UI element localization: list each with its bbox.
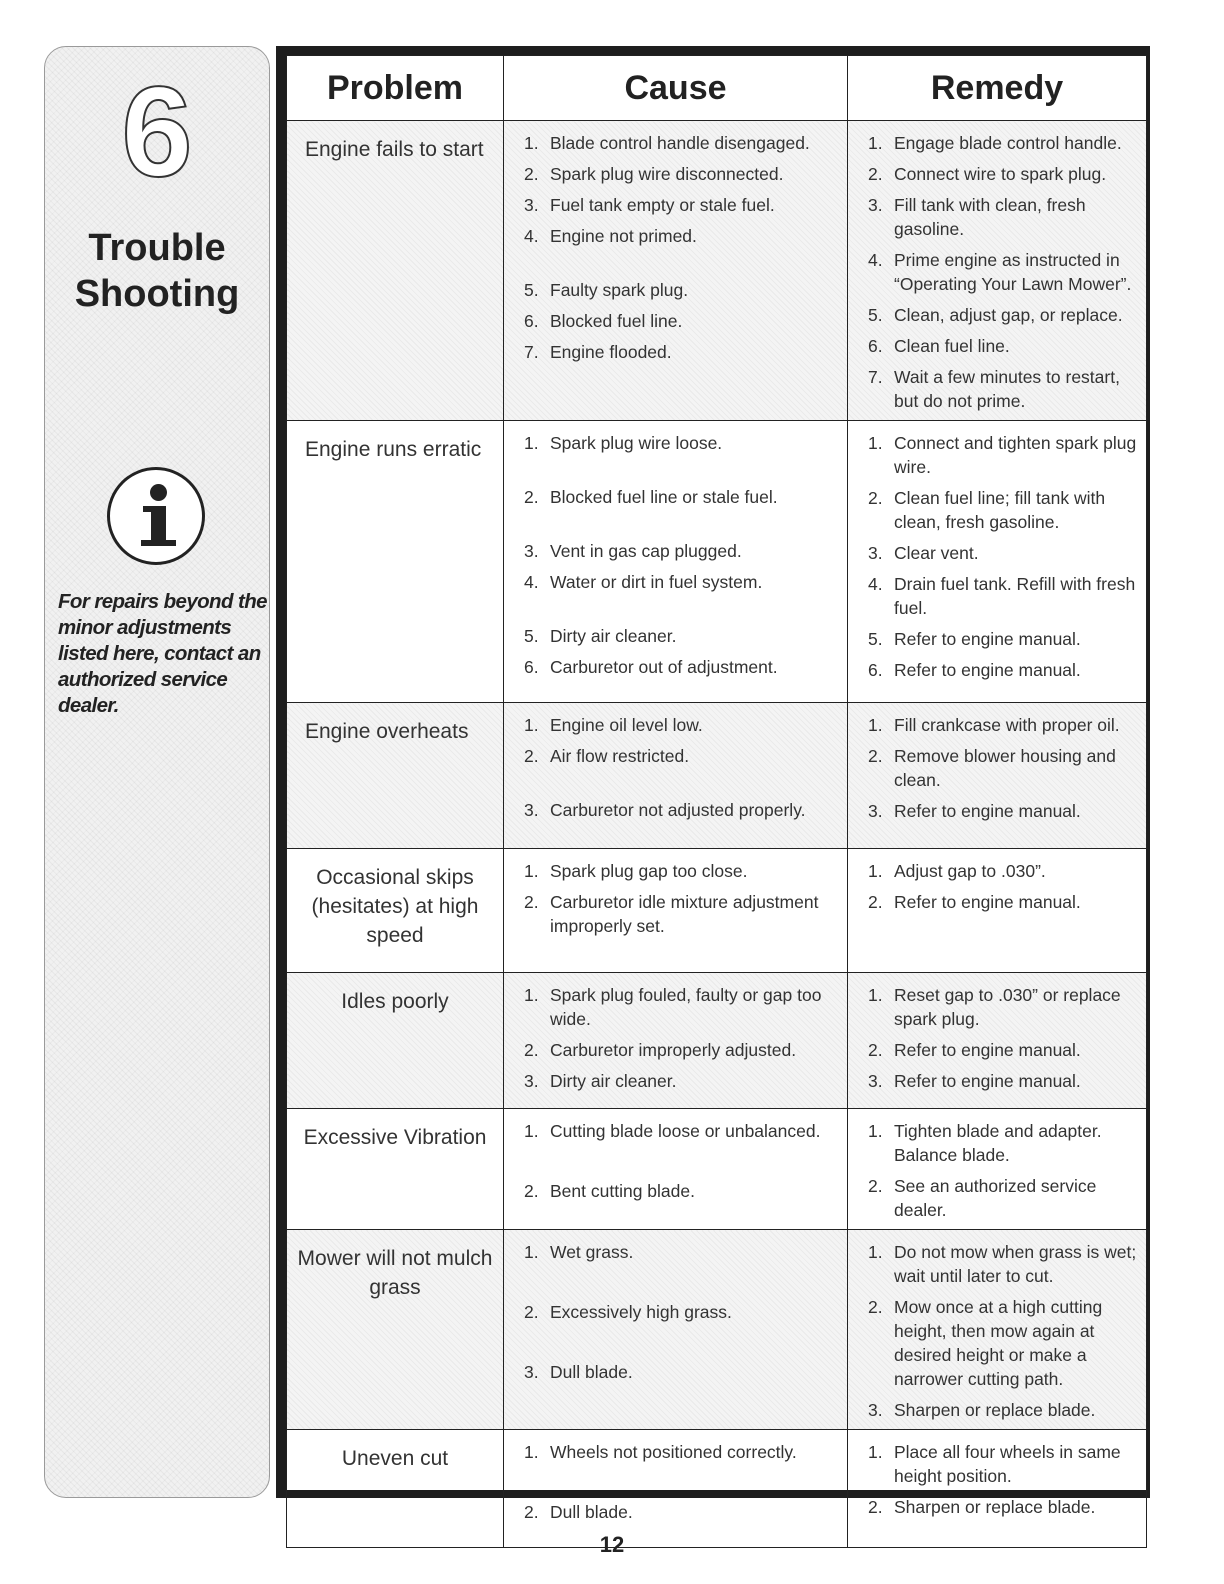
item-number: 1. <box>524 1121 539 1141</box>
remedy-item <box>868 1495 1142 1519</box>
item-number: 4. <box>524 572 539 592</box>
table-row <box>287 421 1147 703</box>
section-sidebar <box>44 46 270 1498</box>
table-row <box>287 973 1147 1109</box>
item-text: Clear vent. <box>894 543 979 563</box>
section-title <box>45 225 269 317</box>
table-row <box>287 1109 1147 1230</box>
cause-item <box>524 193 843 217</box>
item-number: 1. <box>868 433 883 453</box>
remedy-item <box>868 890 1142 914</box>
remedy-item <box>868 248 1142 296</box>
item-number: 2. <box>868 1297 883 1317</box>
item-number: 1. <box>868 985 883 1005</box>
item-number: 6. <box>524 311 539 331</box>
remedy-item <box>868 334 1142 358</box>
item-text: Vent in gas cap plugged. <box>550 541 742 561</box>
item-number: 4. <box>868 250 883 270</box>
item-text: Carburetor idle mixture adjustment improperly set. <box>550 892 819 936</box>
item-text: Connect wire to spark plug. <box>894 164 1107 184</box>
problem-cell: Engine overheats <box>287 703 504 849</box>
cause-item <box>524 1240 843 1264</box>
item-text: Refer to engine manual. <box>894 629 1081 649</box>
remedy-item <box>868 365 1142 413</box>
item-number: 2. <box>524 1502 539 1522</box>
remedy-item <box>868 1440 1142 1488</box>
item-number: 5. <box>868 305 883 325</box>
item-text: Place all four wheels in same height position. <box>894 1442 1121 1486</box>
item-number: 6. <box>868 660 883 680</box>
header-cause: Cause <box>504 56 848 121</box>
item-text: Reset gap to .030” or replace spark plug. <box>894 985 1121 1029</box>
cause-item <box>524 890 843 938</box>
remedy-cell <box>848 1109 1147 1230</box>
cause-item <box>524 713 843 737</box>
item-number: 2. <box>524 1302 539 1322</box>
remedy-item <box>868 193 1142 241</box>
cause-item <box>524 309 843 333</box>
cause-item <box>524 224 843 248</box>
item-number: 3. <box>868 195 883 215</box>
remedy-item <box>868 431 1142 479</box>
cause-item <box>524 1069 843 1093</box>
problem-cell: Mower will not mulch grass <box>287 1230 504 1430</box>
table-row <box>287 703 1147 849</box>
remedy-item <box>868 658 1142 682</box>
remedy-item <box>868 983 1142 1031</box>
item-text: Blocked fuel line or stale fuel. <box>550 487 778 507</box>
item-number: 3. <box>868 1071 883 1091</box>
item-text: Faulty spark plug. <box>550 280 689 300</box>
item-number: 2. <box>868 164 883 184</box>
remedy-item <box>868 744 1142 792</box>
remedy-cell <box>848 973 1147 1109</box>
cause-item <box>524 1360 843 1384</box>
cause-item <box>524 744 843 768</box>
section-title-line2: Shooting <box>74 273 240 315</box>
header-remedy: Remedy <box>848 56 1147 121</box>
item-text: Engine not primed. <box>550 226 697 246</box>
item-number: 2. <box>868 1497 883 1517</box>
remedy-item <box>868 131 1142 155</box>
item-text: Fuel tank empty or stale fuel. <box>550 195 775 215</box>
item-number: 5. <box>524 626 539 646</box>
item-number: 2. <box>868 746 883 766</box>
item-text: Sharpen or replace blade. <box>894 1400 1096 1420</box>
cause-item <box>524 1119 843 1143</box>
item-number: 3. <box>524 1071 539 1091</box>
item-number: 1. <box>868 715 883 735</box>
cause-item <box>524 859 843 883</box>
troubleshooting-table <box>286 55 1147 1548</box>
item-text: Clean, adjust gap, or replace. <box>894 305 1123 325</box>
item-number: 7. <box>524 342 539 362</box>
remedy-cell <box>848 1430 1147 1548</box>
item-text: Refer to engine manual. <box>894 1071 1081 1091</box>
item-text: Carburetor out of adjustment. <box>550 657 778 677</box>
item-text: Carburetor not adjusted properly. <box>550 800 806 820</box>
item-text: See an authorized service dealer. <box>894 1176 1097 1220</box>
item-number: 3. <box>524 1362 539 1382</box>
item-text: Dull blade. <box>550 1362 633 1382</box>
cause-item <box>524 624 843 648</box>
table-row <box>287 121 1147 421</box>
cause-cell <box>504 1109 848 1230</box>
item-text: Prime engine as instructed in “Operating Your Lawn Mower”. <box>894 250 1132 294</box>
item-number: 2. <box>524 164 539 184</box>
table-row <box>287 1230 1147 1430</box>
item-number: 3. <box>868 543 883 563</box>
info-icon <box>107 467 205 565</box>
item-text: Refer to engine manual. <box>894 801 1081 821</box>
item-number: 1. <box>868 133 883 153</box>
remedy-cell <box>848 421 1147 703</box>
remedy-item <box>868 486 1142 534</box>
item-text: Spark plug wire disconnected. <box>550 164 784 184</box>
item-text: Remove blower housing and clean. <box>894 746 1116 790</box>
cause-item <box>524 1300 843 1324</box>
item-number: 6. <box>524 657 539 677</box>
remedy-item <box>868 1174 1142 1222</box>
troubleshooting-table-frame <box>276 46 1150 1522</box>
remedy-item <box>868 713 1142 737</box>
item-text: Clean fuel line; fill tank with clean, fresh gasoline. <box>894 488 1106 532</box>
item-number: 7. <box>868 367 883 387</box>
item-number: 1. <box>868 861 883 881</box>
table-row <box>287 1430 1147 1548</box>
item-number: 3. <box>524 541 539 561</box>
remedy-item <box>868 162 1142 186</box>
item-text: Spark plug gap too close. <box>550 861 748 881</box>
item-text: Refer to engine manual. <box>894 892 1081 912</box>
remedy-cell <box>848 1230 1147 1430</box>
remedy-item <box>868 1398 1142 1422</box>
item-number: 1. <box>868 1121 883 1141</box>
item-number: 6. <box>868 336 883 356</box>
item-text: Engine flooded. <box>550 342 672 362</box>
problem-cell: Excessive Vibration <box>287 1109 504 1230</box>
item-number: 2. <box>868 892 883 912</box>
item-text: Water or dirt in fuel system. <box>550 572 763 592</box>
cause-item <box>524 798 843 822</box>
item-number: 1. <box>524 985 539 1005</box>
section-number: 6 <box>121 61 193 204</box>
cause-cell <box>504 121 848 421</box>
item-text: Bent cutting blade. <box>550 1181 695 1201</box>
item-text: Engage blade control handle. <box>894 133 1122 153</box>
item-number: 2. <box>868 1176 883 1196</box>
remedy-item <box>868 1038 1142 1062</box>
item-text: Drain fuel tank. Refill with fresh fuel. <box>894 574 1136 618</box>
item-number: 1. <box>524 715 539 735</box>
cause-item <box>524 278 843 302</box>
cause-item <box>524 1440 843 1464</box>
cause-cell <box>504 703 848 849</box>
item-text: Fill tank with clean, fresh gasoline. <box>894 195 1086 239</box>
item-number: 4. <box>868 574 883 594</box>
item-number: 1. <box>524 1242 539 1262</box>
cause-item <box>524 655 843 679</box>
item-text: Cutting blade loose or unbalanced. <box>550 1121 821 1141</box>
cause-item <box>524 1500 843 1524</box>
item-text: Tighten blade and adapter. Balance blade. <box>894 1121 1102 1165</box>
item-number: 2. <box>524 746 539 766</box>
item-number: 1. <box>524 861 539 881</box>
item-text: Wheels not positioned correctly. <box>550 1442 797 1462</box>
item-number: 1. <box>524 1442 539 1462</box>
remedy-item <box>868 859 1142 883</box>
item-number: 2. <box>524 487 539 507</box>
cause-item <box>524 431 843 455</box>
cause-cell <box>504 421 848 703</box>
cause-cell <box>504 849 848 973</box>
cause-item <box>524 162 843 186</box>
item-text: Connect and tighten spark plug wire. <box>894 433 1137 477</box>
service-note: For repairs beyond the minor adjustments listed here, contact an authorized service dealer. <box>58 590 267 717</box>
remedy-item <box>868 1069 1142 1093</box>
problem-cell: Occasional skips (hesitates) at high speed <box>287 849 504 973</box>
section-title-line1: Trouble <box>88 227 226 269</box>
item-text: Dull blade. <box>550 1502 633 1522</box>
page-number: 12 <box>599 1532 625 1557</box>
item-text: Spark plug fouled, faulty or gap too wide. <box>550 985 822 1029</box>
cause-cell <box>504 973 848 1109</box>
item-number: 1. <box>868 1442 883 1462</box>
cause-item <box>524 983 843 1031</box>
remedy-item <box>868 572 1142 620</box>
problem-cell: Uneven cut <box>287 1430 504 1548</box>
item-text: Do not mow when grass is wet; wait until later to cut. <box>894 1242 1137 1286</box>
item-text: Fill crankcase with proper oil. <box>894 715 1120 735</box>
item-text: Excessively high grass. <box>550 1302 732 1322</box>
item-number: 4. <box>524 226 539 246</box>
remedy-item <box>868 799 1142 823</box>
item-text: Adjust gap to .030”. <box>894 861 1046 881</box>
item-text: Refer to engine manual. <box>894 1040 1081 1060</box>
header-problem: Problem <box>287 56 504 121</box>
item-text: Dirty air cleaner. <box>550 626 677 646</box>
item-text: Air flow restricted. <box>550 746 690 766</box>
item-text: Clean fuel line. <box>894 336 1010 356</box>
item-text: Blade control handle disengaged. <box>550 133 810 153</box>
problem-cell: Idles poorly <box>287 973 504 1109</box>
item-number: 1. <box>868 1242 883 1262</box>
item-number: 3. <box>524 800 539 820</box>
item-number: 1. <box>524 433 539 453</box>
table-row <box>287 849 1147 973</box>
cause-cell <box>504 1430 848 1548</box>
item-text: Sharpen or replace blade. <box>894 1497 1096 1517</box>
cause-item <box>524 1038 843 1062</box>
item-number: 2. <box>524 892 539 912</box>
remedy-item <box>868 1119 1142 1167</box>
problem-cell: Engine fails to start <box>287 121 504 421</box>
item-number: 5. <box>868 629 883 649</box>
problem-cell: Engine runs erratic <box>287 421 504 703</box>
item-number: 2. <box>868 1040 883 1060</box>
item-number: 2. <box>868 488 883 508</box>
remedy-cell <box>848 121 1147 421</box>
cause-item <box>524 539 843 563</box>
item-number: 3. <box>524 195 539 215</box>
item-text: Blocked fuel line. <box>550 311 683 331</box>
item-text: Refer to engine manual. <box>894 660 1081 680</box>
remedy-item <box>868 303 1142 327</box>
cause-item <box>524 340 843 364</box>
item-text: Wet grass. <box>550 1242 634 1262</box>
item-number: 3. <box>868 801 883 821</box>
remedy-item <box>868 541 1142 565</box>
cause-item <box>524 131 843 155</box>
remedy-item <box>868 627 1142 651</box>
item-text: Dirty air cleaner. <box>550 1071 677 1091</box>
cause-item <box>524 485 843 509</box>
item-number: 5. <box>524 280 539 300</box>
item-text: Spark plug wire loose. <box>550 433 723 453</box>
item-text: Wait a few minutes to restart, but do not prime. <box>894 367 1120 411</box>
item-number: 1. <box>524 133 539 153</box>
remedy-item <box>868 1240 1142 1288</box>
cause-item <box>524 1179 843 1203</box>
cause-item <box>524 570 843 594</box>
item-number: 3. <box>868 1400 883 1420</box>
item-text: Carburetor improperly adjusted. <box>550 1040 797 1060</box>
remedy-cell <box>848 849 1147 973</box>
item-text: Mow once at a high cutting height, then mow again at desired height or make a narrower cutting path. <box>894 1297 1103 1389</box>
item-number: 2. <box>524 1181 539 1201</box>
remedy-item <box>868 1295 1142 1391</box>
item-text: Engine oil level low. <box>550 715 703 735</box>
cause-cell <box>504 1230 848 1430</box>
remedy-cell <box>848 703 1147 849</box>
item-number: 2. <box>524 1040 539 1060</box>
